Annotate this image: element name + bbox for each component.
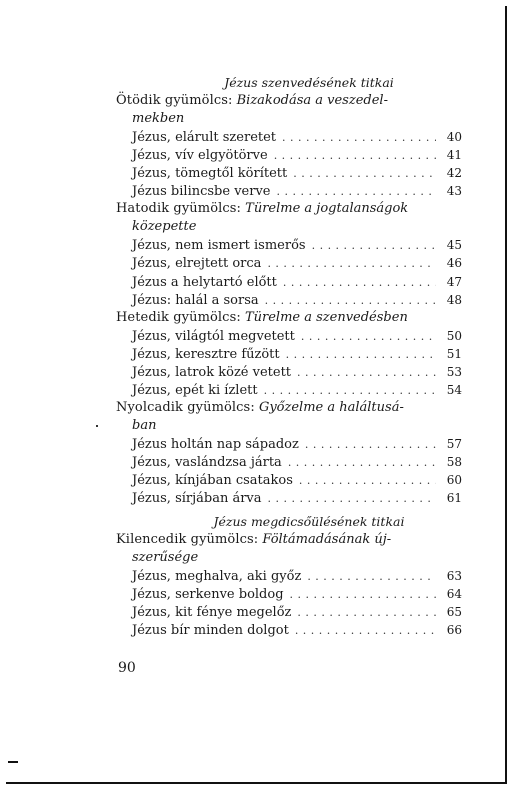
fruit-entry [116, 309, 462, 399]
toc-item-text: Jézus, tömegtől körített [132, 166, 288, 182]
fruit-entry [116, 200, 462, 308]
toc-item-page: 64 [446, 587, 462, 602]
fruit-label: Hetedik gyümölcs: [116, 309, 241, 325]
toc-item-page: 51 [446, 346, 462, 361]
toc-item-page: 63 [446, 569, 462, 584]
page-border-bottom [6, 782, 507, 784]
toc-item [116, 128, 462, 146]
toc-item [116, 489, 462, 507]
toc-item [116, 182, 462, 200]
toc-item-text: Jézus, serkenve boldog [132, 587, 284, 603]
toc-item-text: Jézus holtán nap sápadoz [132, 436, 299, 452]
toc-item [116, 621, 462, 639]
dot-leader [265, 292, 436, 310]
toc-item [116, 146, 462, 164]
toc-item-text: Jézus, epét ki ízlett [132, 382, 258, 398]
toc-item [116, 291, 462, 309]
table-of-contents [116, 74, 462, 639]
fruit-title: Türelme a jogtalanságok [245, 201, 409, 217]
fruit-title-line [116, 399, 462, 417]
toc-item-text: Jézus, vív elgyötörve [132, 148, 268, 164]
toc-item-page: 54 [446, 382, 462, 397]
toc-item-text: Jézus bír minden dolgot [132, 623, 289, 639]
section-heading: Jézus megdicsőülésének titkai [213, 514, 405, 530]
dot-leader [297, 364, 436, 382]
section-heading: Jézus szenvedésének titkai [224, 75, 394, 90]
fruit-label: Nyolcadik gyümölcs: [116, 399, 255, 415]
fruit-entry [116, 399, 462, 507]
fruit-title: Föltámadásának új- [262, 532, 392, 548]
toc-item-page: 65 [446, 605, 462, 620]
fruit-label: Kilencedik gyümölcs: [116, 532, 259, 548]
toc-item [116, 381, 462, 399]
toc-item-text: Jézus: halál a sorsa [132, 292, 259, 308]
toc-item-text: Jézus bilincsbe verve [132, 184, 271, 200]
toc-item-text: Jézus, latrok közé vetett [132, 364, 292, 380]
toc-item-text: Jézus a helytartó előtt [132, 274, 277, 290]
toc-item-text: Jézus, vaslándzsa járta [132, 454, 282, 470]
dot-leader [282, 129, 436, 147]
fruit-label: Hatodik gyümölcs: [116, 201, 242, 217]
toc-item-text: Jézus, elárult szeretet [132, 130, 277, 146]
toc-item-page: 58 [446, 454, 462, 469]
dot-leader [288, 454, 436, 472]
toc-item [116, 603, 462, 621]
toc-item-page: 42 [446, 166, 462, 181]
toc-item-text: Jézus, elrejtett orca [132, 256, 262, 272]
toc-item-page: 66 [446, 623, 462, 638]
toc-item-page: 45 [446, 238, 462, 253]
toc-item [116, 327, 462, 345]
fruit-title-line [116, 309, 462, 327]
toc-item-page: 43 [446, 184, 462, 199]
toc-item-text: Jézus, nem ismert ismerős [132, 238, 306, 254]
fruit-title-continuation: szerűsége [132, 550, 199, 566]
toc-item [116, 435, 462, 453]
toc-item-text: Jézus, meghalva, aki győz [132, 569, 302, 585]
toc-item-text: Jézus, kínjában csatakos [132, 473, 293, 489]
toc-item [116, 236, 462, 254]
dot-leader [312, 237, 436, 255]
toc-item-page: 61 [446, 491, 462, 506]
toc-item-text: Jézus, kit fénye megelőz [132, 605, 292, 621]
dot-leader [307, 568, 436, 586]
dot-leader [286, 346, 436, 364]
fruit-title-continuation: ban [132, 417, 157, 433]
dot-leader [301, 328, 436, 346]
fruit-entry [116, 531, 462, 639]
dot-leader [293, 165, 436, 183]
dot-leader [268, 490, 436, 508]
dot-leader [277, 183, 437, 201]
toc-item-page: 50 [446, 328, 462, 343]
toc-item-text: Jézus, sírjában árva [132, 491, 262, 507]
dot-leader [297, 604, 436, 622]
dot-leader [283, 274, 436, 292]
toc-item-page: 53 [446, 364, 462, 379]
toc-item-text: Jézus, világtól megvetett [132, 328, 295, 344]
fruit-title: Türelme a szenvedésben [244, 309, 408, 325]
toc-item-page: 46 [446, 256, 462, 271]
fruit-title: Bizakodása a veszedel- [236, 93, 388, 109]
fruit-title-line [116, 92, 462, 110]
toc-item [116, 585, 462, 603]
toc-item-page: 47 [446, 274, 462, 289]
fruit-entry [116, 92, 462, 200]
dot-leader [295, 622, 436, 640]
corner-mark [8, 761, 18, 763]
toc-item [116, 254, 462, 272]
fruit-title-continuation: mekben [132, 111, 185, 127]
toc-item-page: 41 [446, 148, 462, 163]
toc-item-page: 48 [446, 292, 462, 307]
toc-item [116, 164, 462, 182]
toc-item-page: 57 [446, 436, 462, 451]
toc-item [116, 273, 462, 291]
toc-item [116, 471, 462, 489]
stray-mark [96, 425, 98, 427]
toc-item-text: Jézus, keresztre fűzött [132, 346, 280, 362]
fruit-title: Győzelme a haláltusá- [258, 399, 404, 415]
dot-leader [299, 472, 436, 490]
dot-leader [267, 255, 436, 273]
toc-item [116, 453, 462, 471]
fruit-label: Ötödik gyümölcs: [116, 93, 233, 109]
toc-item [116, 567, 462, 585]
toc-item [116, 363, 462, 381]
toc-item [116, 345, 462, 363]
fruit-title-line [116, 531, 462, 549]
fruit-title-continuation: közepette [132, 219, 197, 235]
page-number: 90 [118, 660, 136, 676]
dot-leader [305, 436, 436, 454]
page-border-right [505, 6, 507, 784]
toc-item-page: 60 [446, 473, 462, 488]
dot-leader [290, 586, 436, 604]
dot-leader [274, 147, 436, 165]
toc-item-page: 40 [446, 130, 462, 145]
dot-leader [264, 382, 436, 400]
fruit-title-line [116, 200, 462, 218]
